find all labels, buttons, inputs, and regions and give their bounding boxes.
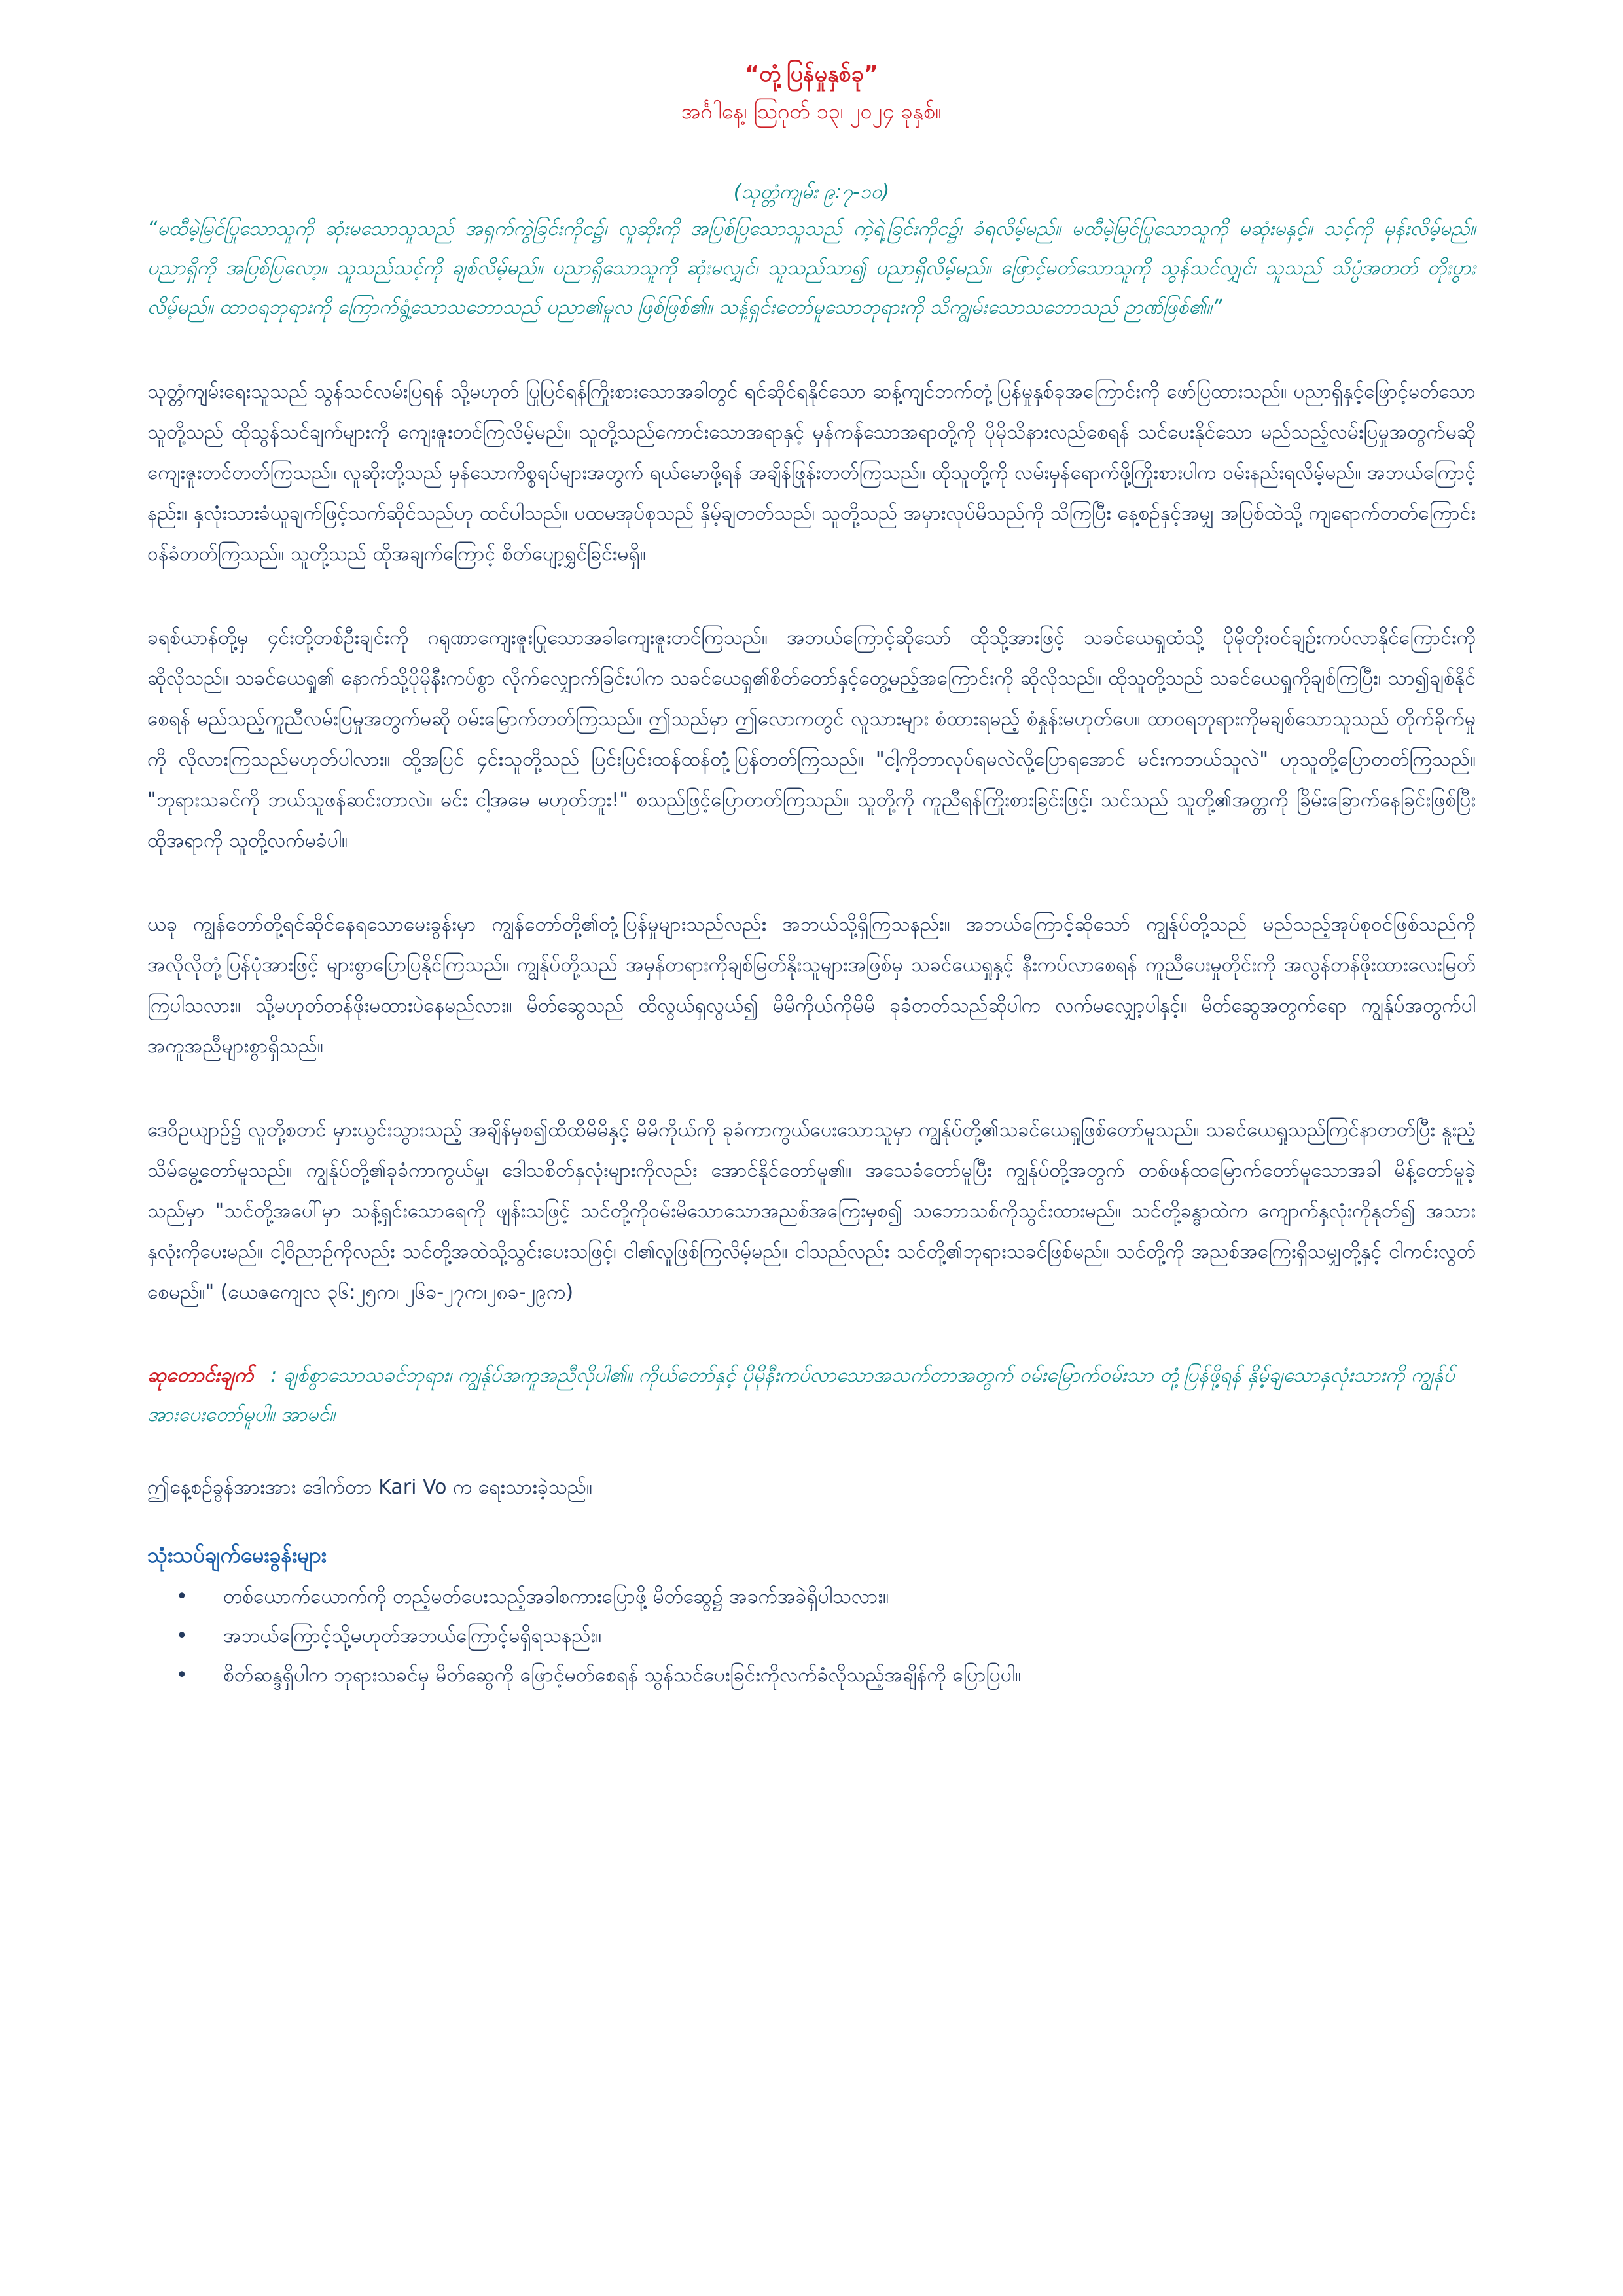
body-paragraph-4: ဒေဝိဥယျာဉ်၌ လူတို့စတင် မှားယွင်းသွားသည့် အချိန်မှစ၍ထိထိမိမိနှင့် မိမိကိုယ်ကို ခုခံကာကွယ်ပေးသောသူမှာ ကျွန်ုပ်တို့၏သခင်ယေရှုဖြစ်တော်မူသည်။ သခင်ယေရှုသည်ကြင်နာတတ်ပြီး နူးညံ့သိမ်မွေ့တော်မူသည်။ ကျွန်ုပ်တို့၏ခုခံကာကွယ်မှု၊ ဒေါသစိတ်နှလုံးများကိုလည်း အောင်နိုင်တော်မူ၏။ အသေခံတော်မူပြီး ကျွန်ုပ်တို့အတွက် တစ်ဖန်ထမြောက်တော်မူသောအခါ မိန့်တော်မူခဲ့သည်မှာ "သင်တို့အပေါ်မှာ သန့်ရှင်းသောရေကို ဖျန်းသဖြင့် သင်တို့ကိုဝမ်းမိသောသောအညစ်အကြေးမှစ၍ သဘောသစ်ကိုသွင်းထားမည်။ သင်တို့ခန္ဓာထဲက ကျောက်နှလုံးကိုနုတ်၍ အသားနှလုံးကိုပေးမည်။ ငါ့ဝိညာဉ်ကိုလည်း သင်တို့အထဲသို့သွင်းပေးသဖြင့်၊ ငါ၏လူဖြစ်ကြလိမ့်မည်။ ငါသည်လည်း သင်တို့၏ဘုရားသခင်ဖြစ်မည်။ သင်တို့ကို အညစ်အကြေးရှိသမျှတို့နှင့် ငါကင်းလွတ်စေမည်။" (ယေဇကျေလ ၃၆:၂၅က၊ ၂၆ခ-၂၇က၊၂၈ခ-၂၉က) [147, 1119, 1476, 1304]
body-paragraph-1: သုတ္တံကျမ်းရေးသူသည် သွန်သင်လမ်းပြရန် သို့မဟုတ် ပြုပြင်ရန်ကြိုးစားသောအခါတွင် ရင်ဆိုင်ရနိုင်သော ဆန့်ကျင်ဘက်တုံ့ပြန်မှုနှစ်ခုအကြောင်းကို ဖော်ပြထားသည်။ ပညာရှိနှင့်ဖြောင့်မတ်သောသူတို့သည် ထိုသွန်သင်ချက်များကို ကျေးဇူးတင်ကြလိမ့်မည်။ သူတို့သည်ကောင်းသောအရာနှင့် မှန်ကန်သောအရာတို့ကို ပိုမိုသိနားလည်စေရန် သင်ပေးနိုင်သော မည်သည့်လမ်းပြမှုအတွက်မဆို ကျေးဇူးတင်တတ်ကြသည်။ လူဆိုးတို့သည် မှန်သောကိစ္စရပ်များအတွက် ရယ်မောဖို့ရန် အချိန်ဖြုန်းတတ်ကြသည်။ ထိုသူတို့ကို လမ်းမှန်ရောက်ဖို့ကြိုးစားပါက ဝမ်းနည်းရလိမ့်မည်။ အဘယ်ကြောင့်နည်း။ နှလုံးသားခံယူချက်ဖြင့်သက်ဆိုင်သည်ဟု ထင်ပါသည်။ ပထမအုပ်စုသည် နှိမ့်ချတတ်သည်၊ သူတို့သည် အမှားလုပ်မိသည်ကို သိကြပြီး နေ့စဉ်နှင့်အမျှ အပြစ်ထဲသို့ ကျရောက်တတ်ကြောင်းဝန်ခံတတ်ကြသည်။ သူတို့သည် ထိုအချက်ကြောင့် စိတ်ပျော့ရွှင်ခြင်းမရှိ။ [147, 380, 1476, 565]
author-line: ဤနေ့စဉ်ခွန်အားအား ဒေါက်တာ Kari Vo က ရေးသားခဲ့သည်။ [147, 1476, 592, 1499]
scripture-text: “မထီမဲ့မြင်ပြုသောသူကို ဆုံးမသောသူသည် အရှက်ကွဲခြင်းကိုင၌၊ လူဆိုးကို အပြစ်ပြသောသူသည် ကဲ့ရဲ့ခြင်းကိုင၌၊ ခံရလိမ့်မည်။ မထီမဲ့မြင်ပြုသောသူကို မဆုံးမနှင့်။ သင့်ကို မုန်းလိမ့်မည်။ ပညာရှိကို အပြစ်ပြလော့။ သူသည်သင့်ကို ချစ်လိမ့်မည်။ ပညာရှိသောသူကို ဆုံးမလျှင်၊ သူသည်သာ၍ ပညာရှိလိမ့်မည်။ ဖြောင့်မတ်သောသူကို သွန်သင်လျှင်၊ သူသည် သိပ္ပံအတတ် တိုးပွားလိမ့်မည်။ ထာဝရဘုရားကို ကြောက်ရွံ့သောသဘောသည် ပညာ၏မူလ ဖြစ်ဖြစ်၏။ သန့်ရှင်းတော်မူသောဘုရားကို သိကျွမ်းသောသဘောသည် ဉာဏ်ဖြစ်၏။” [147, 217, 1476, 319]
body-paragraph-3: ယခု ကျွန်တော်တို့ရင်ဆိုင်နေရသောမေးခွန်းမှာ ကျွန်တော်တို့၏တုံ့ပြန်မှုများသည်လည်း အဘယ်သို့ရှိကြသနည်း။ အဘယ်ကြောင့်ဆိုသော် ကျွန်ုပ်တို့သည် မည်သည့်အုပ်စုဝင်ဖြစ်သည်ကို အလိုလိုတုံ့ပြန်ပုံအားဖြင့် များစွာပြောပြနိုင်ကြသည်။ ကျွန်ုပ်တို့သည် အမှန်တရားကိုချစ်မြတ်နိုးသူများအဖြစ်မှ သခင်ယေရှုနှင့် နီးကပ်လာစေရန် ကူညီပေးမှုတိုင်းကို အလွန်တန်ဖိုးထားလေးမြတ်ကြပါသလား။ သို့မဟုတ်တန်ဖိုးမထားပဲနေမည်လား။ မိတ်ဆွေသည် ထိလွယ်ရှလွယ်၍ မိမိကိုယ်ကိုမိမိ ခုခံတတ်သည်ဆိုပါက လက်မလျှော့ပါနှင့်။ မိတ်ဆွေအတွက်ရော ကျွန်ုပ်အတွက်ပါ အကူအညီများစွာရှိသည်။ [147, 913, 1476, 1058]
question-text: တစ်ယောက်ယောက်ကို တည့်မတ်ပေးသည့်အခါစကားပြောဖို့ မိတ်ဆွေ၌ အခက်အခဲရှိပါသလား။ [223, 1585, 889, 1608]
scripture-reference: (သုတ္တံကျမ်း ၉:၇-၁၀) [733, 181, 890, 204]
body-paragraph-2: ခရစ်ယာန်တို့မှ ၄င်းတို့တစ်ဦးချင်းကို ဂရုဏာကျေးဇူးပြုသောအခါကျေးဇူးတင်ကြသည်။ အဘယ်ကြောင့်ဆိုသော် ထိုသို့အားဖြင့် သခင်ယေရှုထံသို့ ပိုမိုတိုးဝင်ချဉ်းကပ်လာနိုင်ကြောင်းကိုဆိုလိုသည်။ သခင်ယေရှု၏ နောက်သို့ပိုမိုနီးကပ်စွာ လိုက်လျှောက်ခြင်းပါက သခင်ယေရှု၏စိတ်တော်နှင့်တွေ့မည့်အကြောင်းကို ဆိုလိုသည်။ ထိုသူတို့သည် သခင်ယေရှုကိုချစ်ကြပြီး၊ သာ၍ချစ်နိုင်စေရန် မည်သည့်ကူညီလမ်းပြမှုအတွက်မဆို ဝမ်းမြောက်တတ်ကြသည်။ ဤသည်မှာ ဤလောကတွင် လူသားများ စံထားရမည့် စံနှုန်းမဟုတ်ပေ။ ထာဝရဘုရားကိုမချစ်သောသူသည် တိုက်ခိုက်မှုကို လိုလားကြသည်မဟုတ်ပါလား။ ထို့အပြင် ၄င်းသူတို့သည် ပြင်းပြင်းထန်ထန်တုံ့ပြန်တတ်ကြသည်။ "ငါ့ကိုဘာလုပ်ရမလဲလို့ပြောရအောင် မင်းကဘယ်သူလဲ" ဟုသူတို့ပြောတတ်ကြသည်။ "ဘုရားသခင်ကို ဘယ်သူဖန်ဆင်းတာလဲ။ မင်း ငါ့အမေ မဟုတ်ဘူး!" စသည်ဖြင့်ပြောတတ်ကြသည်။ သူတို့ကို ကူညီရန်ကြိုးစားခြင်းဖြင့်၊ သင်သည် သူတို့၏အတ္တကို ခြိမ်းခြောက်နေခြင်းဖြစ်ပြီးထိုအရာကို သူတို့လက်မခံပါ။ [147, 626, 1476, 852]
questions-list [147, 1577, 1476, 1695]
prayer-text: : ချစ်စွာသောသခင်ဘုရား၊ ကျွန်ုပ်အကူအညီလိုပါ၏။ ကိုယ်တော်နှင့် ပိုမိုနီးကပ်လာသောအသက်တာအတွက် ဝမ်းမြောက်ဝမ်းသာ တုံ့ပြန်ဖို့ရန် နှိမ့်ချသောနှလုံးသားကို ကျွန်ုပ်အားပေးတော်မူပါ။ အာမင်။ [147, 1364, 1455, 1426]
prayer-label: ဆုတောင်းချက် [147, 1364, 254, 1387]
bullet-icon: • [176, 1664, 188, 1687]
question-text: အဘယ်ကြောင့်သို့မဟုတ်အဘယ်ကြောင့်မရှိရသနည်း။ [223, 1624, 602, 1647]
prayer-block [147, 1356, 1476, 1435]
question-item [147, 1577, 1476, 1617]
question-item [147, 1656, 1476, 1695]
page-title: “တုံ့ပြန်မှုနှစ်ခု” [744, 61, 879, 87]
bullet-icon: • [176, 1585, 188, 1608]
bullet-icon: • [176, 1624, 188, 1647]
question-item [147, 1617, 1476, 1656]
questions-heading: သုံးသပ်ချက်မေးခွန်းများ [147, 1543, 327, 1568]
page-date: အင်္ဂါနေ့၊ ဩဂုတ် ၁၃၊ ၂၀၂၄ ခုနှစ်။ [681, 99, 942, 124]
question-text: စိတ်ဆန္ဒရှိပါက ဘုရားသခင်မှ မိတ်ဆွေကို ဖြောင့်မတ်စေရန် သွန်သင်ပေးခြင်းကိုလက်ခံလိုသည့်အချိန်ကို ပြောပြပါ။ [223, 1664, 1022, 1687]
